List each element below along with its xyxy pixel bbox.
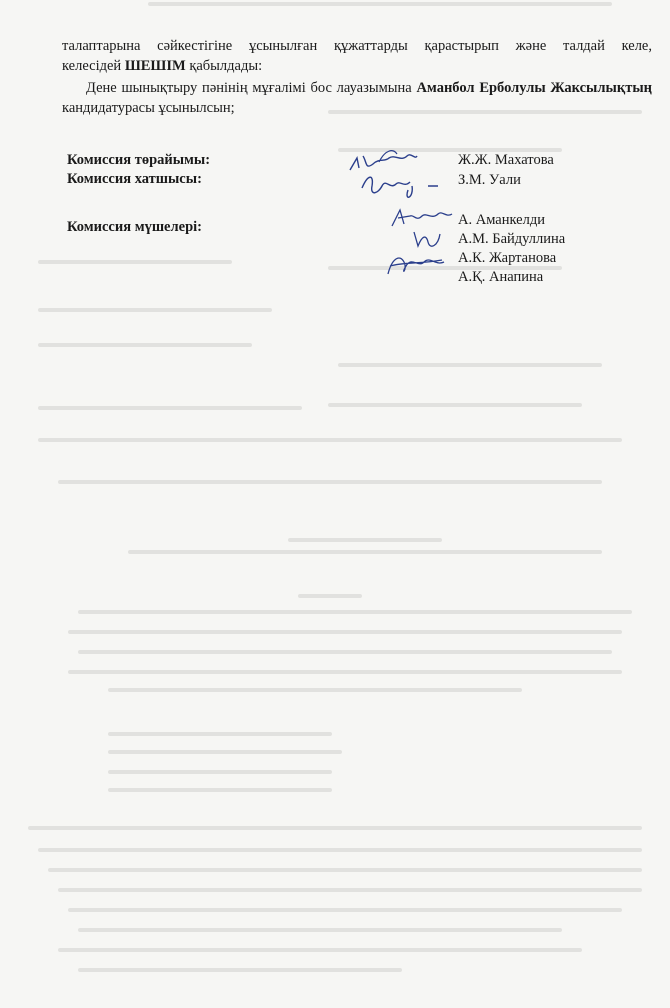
decision-suffix: кандидатурасы ұсынылсын; [62, 100, 235, 116]
secretary-name: З.М. Уали [458, 172, 521, 188]
member-signature [382, 248, 452, 280]
intro-line-2 [62, 56, 652, 76]
secretary-label: Комиссия хатшысы: [67, 171, 202, 187]
chair-name: Ж.Ж. Махатова [458, 152, 554, 168]
members-label: Комиссия мүшелері: [67, 219, 202, 235]
decision-paragraph [62, 78, 652, 118]
intro-prefix: келесідей [62, 58, 125, 74]
member-name: А.М. Байдуллина [458, 231, 566, 247]
decision-prefix: Дене шынықтыру пәнінің мұғалімі бос лауазымына [86, 80, 417, 96]
decision-word: ШЕШІМ [124, 58, 186, 74]
intro-line-1: талаптарына сәйкестігіне ұсынылған құжаттарды қарастырып және талдай келе, [62, 38, 652, 54]
member-name: А. Аманкелди [458, 212, 545, 228]
secretary-signature [358, 168, 448, 208]
member-name: А.Қ. Анапина [458, 269, 544, 285]
candidate-name: Аманбол Ерболулы Жаксылықтың [416, 80, 652, 96]
chair-label: Комиссия төрайымы: [67, 152, 211, 168]
intro-suffix: қабылдады: [185, 58, 263, 74]
member-name: А.К. Жартанова [458, 250, 557, 266]
